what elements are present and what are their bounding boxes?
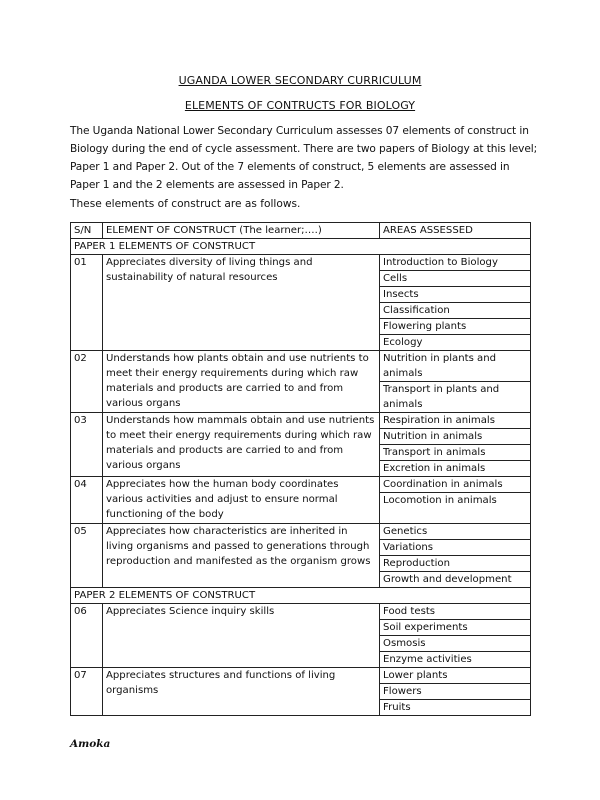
row-element: Appreciates how the human body coordinates various activities and adjust to ensure normal functioning of the body: [103, 477, 380, 524]
table-row: [71, 413, 531, 429]
intro-paragraph: The Uganda National Lower Secondary Curriculum assesses 07 elements of construct in Biology during the end of cycle assessment. There are two papers of Biology at this level; Paper 1 and Paper 2. Out of the 7 elements of construct, 5 elements are assessed in Paper 1 and the 2 elements are assessed in Paper 2.: [70, 125, 538, 191]
area-cell: Reproduction: [380, 556, 531, 572]
paper1-heading-row: [71, 239, 531, 255]
area-cell: Variations: [380, 540, 531, 556]
area-cell: Flowers: [380, 684, 531, 700]
header-element: ELEMENT OF CONSTRUCT (The learner;….): [103, 223, 380, 239]
paper2-heading: PAPER 2 ELEMENTS OF CONSTRUCT: [71, 588, 531, 604]
author-footer: Amoka: [70, 738, 111, 750]
table-row: [71, 668, 531, 684]
table-row: [71, 604, 531, 620]
area-cell: Introduction to Biology: [380, 255, 531, 271]
area-cell: Growth and development: [380, 572, 531, 588]
row-element: Appreciates diversity of living things and sustainability of natural resources: [103, 255, 380, 351]
area-cell: Ecology: [380, 335, 531, 351]
header-areas: AREAS ASSESSED: [380, 223, 531, 239]
area-cell: Insects: [380, 287, 531, 303]
area-cell: Soil experiments: [380, 620, 531, 636]
table-row: [71, 255, 531, 271]
row-sn: 02: [71, 351, 103, 413]
area-cell: Transport in animals: [380, 445, 531, 461]
row-sn: 03: [71, 413, 103, 477]
table-row: [71, 477, 531, 493]
area-cell: Nutrition in animals: [380, 429, 531, 445]
area-cell: Cells: [380, 271, 531, 287]
area-cell: Nutrition in plants and animals: [380, 351, 531, 382]
area-cell: Fruits: [380, 700, 531, 716]
table-row: [71, 524, 531, 540]
area-cell: Respiration in animals: [380, 413, 531, 429]
area-cell: Excretion in animals: [380, 461, 531, 477]
row-element: Appreciates structures and functions of living organisms: [103, 668, 380, 716]
row-element: Appreciates how characteristics are inherited in living organisms and passed to generations through reproduction and manifested as the organism grows: [103, 524, 380, 588]
row-sn: 04: [71, 477, 103, 524]
paper2-heading-row: [71, 588, 531, 604]
row-sn: 06: [71, 604, 103, 668]
area-cell: Classification: [380, 303, 531, 319]
row-sn: 01: [71, 255, 103, 351]
area-cell: Transport in plants and animals: [380, 382, 531, 413]
row-element: Understands how plants obtain and use nutrients to meet their energy requirements during which raw materials and products are carried to and from various organs: [103, 351, 380, 413]
area-cell: Flowering plants: [380, 319, 531, 335]
construct-table: [70, 222, 531, 716]
area-cell: Locomotion in animals: [380, 493, 531, 524]
row-element: Understands how mammals obtain and use nutrients to meet their energy requirements during which raw materials and products are carried to and from various organs: [103, 413, 380, 477]
area-cell: Osmosis: [380, 636, 531, 652]
document-title: UGANDA LOWER SECONDARY CURRICULUM: [178, 74, 422, 87]
row-sn: 05: [71, 524, 103, 588]
document-subtitle: ELEMENTS OF CONTRUCTS FOR BIOLOGY: [184, 99, 416, 112]
header-sn: S/N: [71, 223, 103, 239]
area-cell: Lower plants: [380, 668, 531, 684]
area-cell: Coordination in animals: [380, 477, 531, 493]
area-cell: Food tests: [380, 604, 531, 620]
table-row: [71, 351, 531, 382]
table-header-row: [71, 223, 531, 239]
row-sn: 07: [71, 668, 103, 716]
area-cell: Enzyme activities: [380, 652, 531, 668]
area-cell: Genetics: [380, 524, 531, 540]
row-element: Appreciates Science inquiry skills: [103, 604, 380, 668]
paper1-heading: PAPER 1 ELEMENTS OF CONSTRUCT: [71, 239, 531, 255]
table-intro: These elements of construct are as follows.: [70, 198, 301, 210]
